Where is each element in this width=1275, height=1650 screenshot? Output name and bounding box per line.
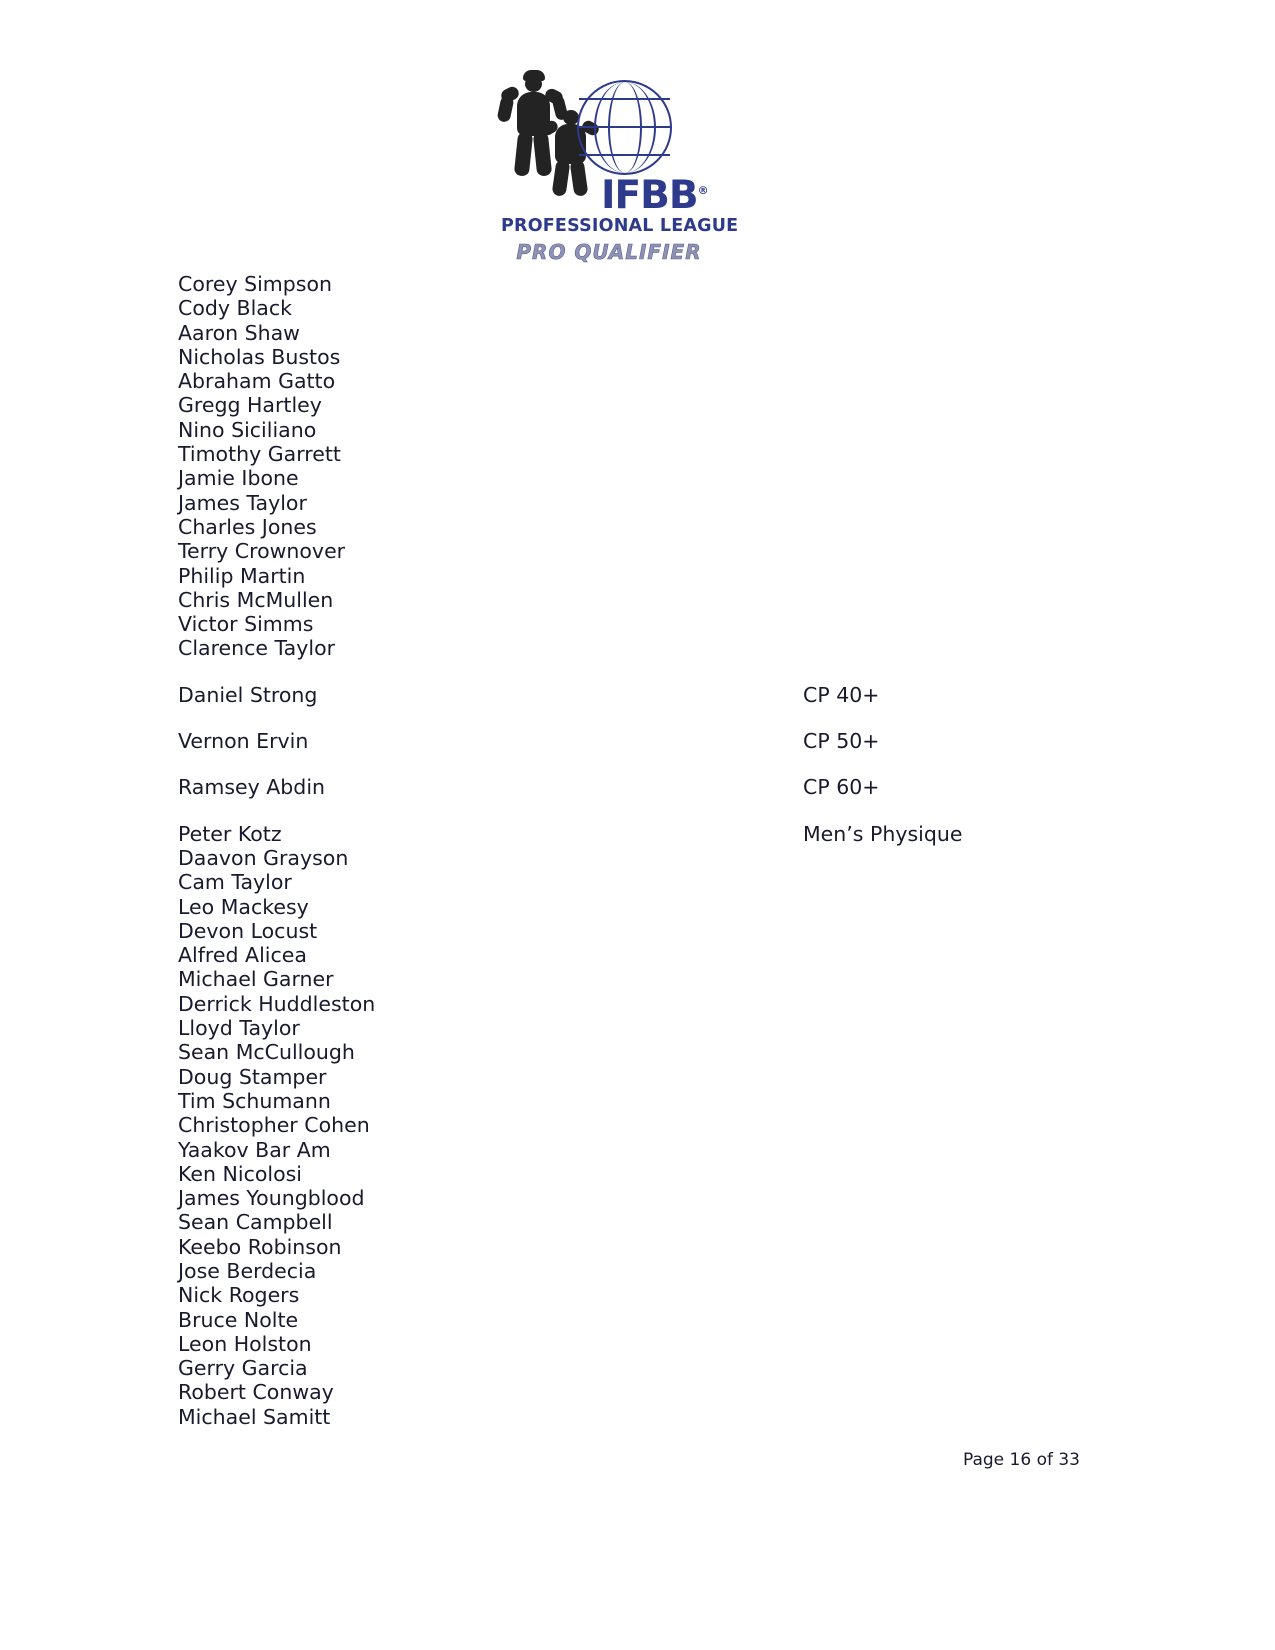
competitor-name: Vernon Ervin [178, 729, 309, 754]
list-item [178, 442, 1118, 466]
list-item [178, 729, 1118, 753]
list-item [178, 1356, 1118, 1380]
list-item [178, 539, 1118, 563]
list-item [178, 1259, 1118, 1283]
list-item [178, 822, 1118, 846]
competitor-category: CP 40+ [803, 682, 880, 707]
competitor-name: Ken Nicolosi [178, 1161, 303, 1186]
list-item [178, 296, 1118, 320]
competitor-name: Aaron Shaw [178, 320, 300, 345]
list-item [178, 1283, 1118, 1307]
competitor-name: Clarence Taylor [178, 636, 336, 661]
list-item [178, 1016, 1118, 1040]
competitor-name: Nino Siciliano [178, 417, 317, 442]
list-item [178, 1065, 1118, 1089]
list-item [178, 1380, 1118, 1404]
competitor-name: Terry Crownover [178, 539, 346, 564]
list-item [178, 1332, 1118, 1356]
competitor-name: Ramsey Abdin [178, 775, 326, 800]
list-item [178, 1113, 1118, 1137]
competitor-name: Alfred Alicea [178, 943, 307, 968]
competitor-name: Daniel Strong [178, 682, 318, 707]
list-item [178, 943, 1118, 967]
logo-brand-text: IFBB [601, 173, 698, 218]
ifbb-logo [497, 68, 739, 264]
list-item [178, 418, 1118, 442]
competitor-name: James Taylor [178, 490, 307, 515]
competitor-name: Christopher Cohen [178, 1113, 370, 1138]
competitor-name: Victor Simms [178, 612, 314, 637]
list-item [178, 895, 1118, 919]
list-item [178, 683, 1118, 707]
competitor-name: Michael Samitt [178, 1404, 331, 1429]
list-item [178, 1235, 1118, 1259]
list-item [178, 967, 1118, 991]
competitor-group [178, 822, 1118, 1429]
competitor-name: Yaakov Bar Am [178, 1137, 331, 1162]
competitor-name: Keebo Robinson [178, 1234, 342, 1259]
list-item [178, 1308, 1118, 1332]
competitor-name: Nicholas Bustos [178, 344, 341, 369]
competitor-name: Cody Black [178, 296, 292, 321]
list-item [178, 612, 1118, 636]
competitor-name: Robert Conway [178, 1380, 334, 1405]
competitor-name: Devon Locust [178, 918, 318, 943]
list-item [178, 515, 1118, 539]
competitor-group [178, 683, 1118, 707]
list-item [178, 491, 1118, 515]
competitor-category: CP 50+ [803, 729, 880, 754]
list-item [178, 1089, 1118, 1113]
page-footer [0, 1450, 1080, 1470]
competitor-group [178, 775, 1118, 799]
competitor-category: CP 60+ [803, 775, 880, 800]
competitor-name: Bruce Nolte [178, 1307, 299, 1332]
list-item [178, 588, 1118, 612]
logo-subtitle: PROFESSIONAL LEAGUE [501, 216, 739, 236]
competitor-name: Jamie Ibone [178, 466, 299, 491]
page-number: Page 16 of 33 [962, 1450, 1080, 1470]
competitor-name: Lloyd Taylor [178, 1016, 300, 1041]
competitor-name: Charles Jones [178, 514, 317, 539]
list-item [178, 870, 1118, 894]
list-item [178, 272, 1118, 296]
globe-icon [577, 80, 672, 175]
competitor-name: Daavon Grayson [178, 845, 349, 870]
competitor-name: Abraham Gatto [178, 369, 336, 394]
list-item [178, 1405, 1118, 1429]
competitor-name: Peter Kotz [178, 821, 282, 846]
competitor-name: Chris McMullen [178, 587, 334, 612]
competitor-name: Leon Holston [178, 1331, 312, 1356]
competitor-name: Cam Taylor [178, 870, 292, 895]
registered-mark: ® [697, 184, 708, 197]
competitor-name: Jose Berdecia [178, 1258, 317, 1283]
competitor-name: Gerry Garcia [178, 1356, 308, 1381]
list-item [178, 393, 1118, 417]
list-item [178, 321, 1118, 345]
competitor-name: Philip Martin [178, 563, 306, 588]
competitor-group [178, 272, 1118, 661]
competitor-category: Men’s Physique [803, 821, 963, 846]
logo-tagline: PRO QUALIFIER [516, 240, 702, 264]
competitor-name: James Youngblood [178, 1186, 365, 1211]
competitor-name: Nick Rogers [178, 1283, 300, 1308]
competitor-name: Doug Stamper [178, 1064, 327, 1089]
list-item [178, 564, 1118, 588]
competitor-list [178, 272, 1118, 1429]
competitor-name: Michael Garner [178, 967, 334, 992]
logo-brand [601, 173, 708, 218]
list-item [178, 1210, 1118, 1234]
competitor-name: Gregg Hartley [178, 393, 322, 418]
list-item [178, 466, 1118, 490]
competitor-name: Derrick Huddleston [178, 991, 376, 1016]
list-item [178, 775, 1118, 799]
list-item [178, 846, 1118, 870]
competitor-name: Tim Schumann [178, 1088, 331, 1113]
list-item [178, 345, 1118, 369]
competitor-group [178, 729, 1118, 753]
list-item [178, 1162, 1118, 1186]
list-item [178, 1138, 1118, 1162]
list-item [178, 992, 1118, 1016]
competitor-name: Sean Campbell [178, 1210, 333, 1235]
competitor-name: Leo Mackesy [178, 894, 309, 919]
competitor-name: Timothy Garrett [178, 442, 341, 467]
list-item [178, 1186, 1118, 1210]
list-item [178, 369, 1118, 393]
competitor-name: Sean McCullough [178, 1040, 355, 1065]
competitor-name: Corey Simpson [178, 272, 333, 296]
list-item [178, 919, 1118, 943]
list-item [178, 1040, 1118, 1064]
list-item [178, 636, 1118, 660]
